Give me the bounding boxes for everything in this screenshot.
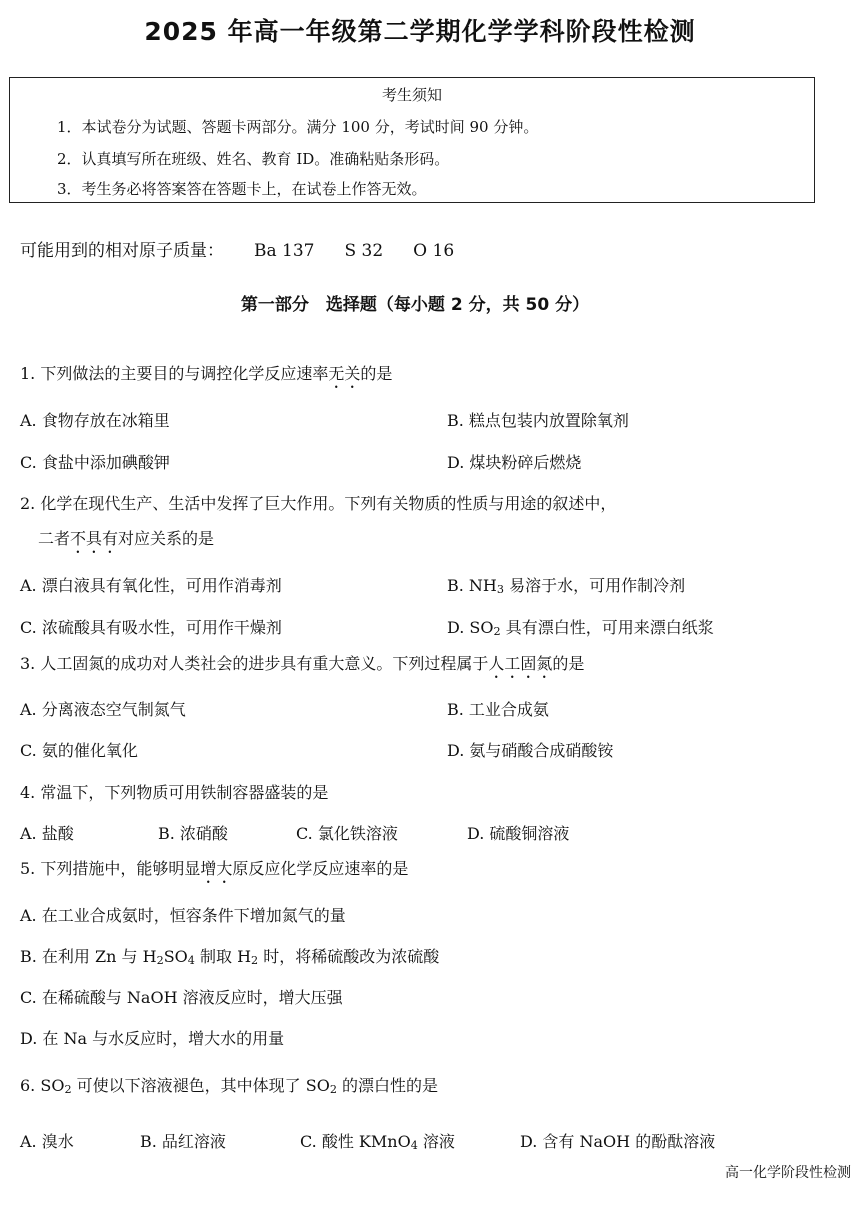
question-6-option-a: A. 溴水 xyxy=(20,1132,74,1151)
option-text: 溶液 xyxy=(417,1132,455,1151)
atomic-mass-value: S 32 xyxy=(344,241,384,261)
option-text: 时，将稀硫酸改为浓硫酸 xyxy=(258,947,440,966)
subscript: 2 xyxy=(156,954,164,967)
question-1-option-d: D. 煤块粉碎后燃烧 xyxy=(447,453,582,472)
question-3-option-b: B. 工业合成氨 xyxy=(447,700,549,719)
emphasis-text: 无关 xyxy=(328,364,361,383)
exam-title: 2025 年高一年级第二学期化学学科阶段性检测 xyxy=(144,17,696,46)
option-text: B. NH xyxy=(447,576,497,595)
question-4-option-a: A. 盐酸 xyxy=(20,824,74,843)
emphasis-text: 增大 xyxy=(200,859,233,878)
stem-text: 的是 xyxy=(552,654,585,673)
atomic-mass-value: Ba 137 xyxy=(254,241,315,261)
question-2-option-d xyxy=(447,615,714,638)
stem-text: 的是 xyxy=(360,364,393,383)
stem-text: 的漂白性的是 xyxy=(336,1076,439,1095)
notice-item: 2．认真填写所在班级、姓名、教育 ID。准确粘贴条形码。 xyxy=(57,150,450,168)
question-2-option-c: C. 浓硫酸具有吸水性，可用作干燥剂 xyxy=(20,618,282,637)
question-2-stem: 2. 化学在现代生产、生活中发挥了巨大作用。下列有关物质的性质与用途的叙述中， xyxy=(20,494,617,513)
question-5-option-d: D. 在 Na 与水反应时，增大水的用量 xyxy=(20,1029,285,1048)
option-text: 易溶于水，可用作制冷剂 xyxy=(504,576,686,595)
stem-text: 二者 xyxy=(38,529,71,548)
atomic-mass-line xyxy=(20,236,454,261)
subscript: 2 xyxy=(251,954,259,967)
stem-text: 1. 下列做法的主要目的与调控化学反应速率 xyxy=(20,364,329,383)
question-1-stem xyxy=(20,361,392,392)
question-4-stem: 4. 常温下，下列物质可用铁制容器盛装的是 xyxy=(20,783,329,802)
atomic-mass-value: O 16 xyxy=(413,241,455,261)
subscript: 4 xyxy=(187,954,195,967)
emphasis-text: 不具有 xyxy=(70,529,119,548)
option-text: D. SO xyxy=(447,618,494,637)
atomic-mass-label: 可能用到的相对原子质量： xyxy=(20,241,224,261)
option-text: B. 在利用 Zn 与 H xyxy=(20,947,157,966)
question-3-option-d: D. 氨与硝酸合成硝酸铵 xyxy=(447,741,614,760)
question-1-option-b: B. 糕点包装内放置除氧剂 xyxy=(447,411,629,430)
question-6-option-c xyxy=(300,1129,455,1152)
stem-text: 5. 下列措施中，能够明显 xyxy=(20,859,201,878)
notice-item: 1．本试卷分为试题、答题卡两部分。满分 100 分，考试时间 90 分钟。 xyxy=(57,118,539,136)
stem-text: 6. SO xyxy=(20,1076,65,1095)
stem-text: 3. 人工固氮的成功对人类社会的进步具有重大意义。下列过程属于 xyxy=(20,654,489,673)
question-5-stem xyxy=(20,856,408,887)
page-footer: 高一化学阶段性检测 xyxy=(725,1165,851,1181)
option-text: 具有漂白性，可用来漂白纸浆 xyxy=(500,618,714,637)
question-6-stem xyxy=(20,1073,438,1096)
section-title: 第一部分 选择题（每小题 2 分，共 50 分） xyxy=(240,295,590,315)
option-text: SO xyxy=(163,947,188,966)
question-3-stem xyxy=(20,651,584,682)
subscript: 2 xyxy=(493,625,501,638)
question-4-option-b: B. 浓硝酸 xyxy=(158,824,228,843)
question-6-option-b: B. 品红溶液 xyxy=(140,1132,226,1151)
notice-box xyxy=(9,77,815,203)
question-2-option-b xyxy=(447,573,685,596)
question-1-option-a: A. 食物存放在冰箱里 xyxy=(20,411,170,430)
question-2-option-a: A. 漂白液具有氧化性，可用作消毒剂 xyxy=(20,576,282,595)
option-text: C. 酸性 KMnO xyxy=(300,1132,411,1151)
question-3-option-a: A. 分离液态空气制氮气 xyxy=(20,700,186,719)
stem-text: 原反应化学反应速率的是 xyxy=(232,859,409,878)
notice-item: 3．考生务必将答案答在答题卡上，在试卷上作答无效。 xyxy=(57,180,427,198)
stem-text: 可使以下溶液褪色，其中体现了 SO xyxy=(71,1076,330,1095)
question-2-stem-line2 xyxy=(38,526,214,557)
subscript: 4 xyxy=(410,1139,418,1152)
question-5-option-c: C. 在稀硫酸与 NaOH 溶液反应时，增大压强 xyxy=(20,988,343,1007)
option-text: 制取 H xyxy=(194,947,252,966)
stem-text: 对应关系的是 xyxy=(118,529,215,548)
question-5-option-b xyxy=(20,944,439,967)
subscript: 3 xyxy=(496,583,505,596)
emphasis-text: 人工固氮 xyxy=(488,654,553,673)
subscript: 2 xyxy=(329,1083,337,1096)
notice-heading: 考生须知 xyxy=(381,86,442,104)
question-6-option-d: D. 含有 NaOH 的酚酞溶液 xyxy=(520,1132,716,1151)
subscript: 2 xyxy=(64,1083,72,1096)
question-5-option-a: A. 在工业合成氨时，恒容条件下增加氮气的量 xyxy=(20,906,346,925)
question-4-option-d: D. 硫酸铜溶液 xyxy=(467,824,570,843)
question-1-option-c: C. 食盐中添加碘酸钾 xyxy=(20,453,170,472)
question-4-option-c: C. 氯化铁溶液 xyxy=(296,824,398,843)
question-3-option-c: C. 氨的催化氧化 xyxy=(20,741,138,760)
